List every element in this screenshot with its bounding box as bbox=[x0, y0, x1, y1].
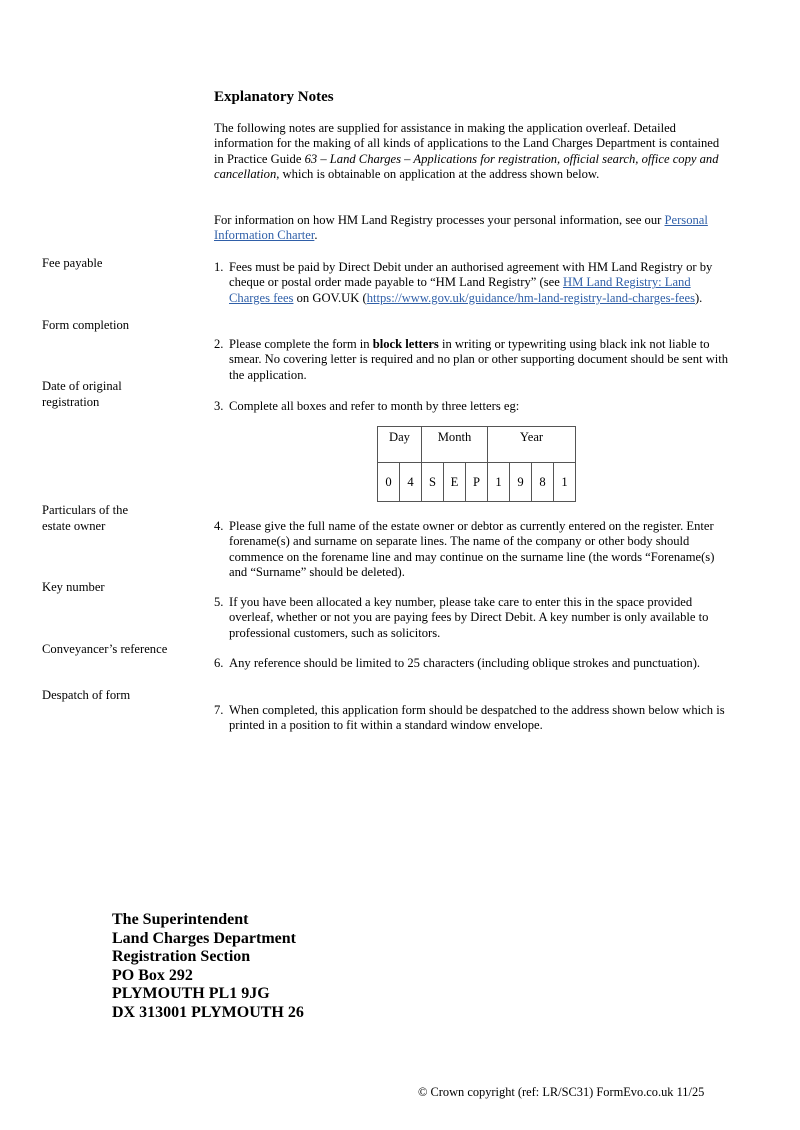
year-header: Year bbox=[488, 427, 576, 463]
year-digit-2: 9 bbox=[510, 463, 532, 502]
note-2-form-completion: 2. Please complete the form in block letters in writing or typewriting using black ink not liable to smear. No covering letter is required and no plan or other supporting document should be sent with the application. bbox=[214, 337, 729, 382]
privacy-paragraph: For information on how HM Land Registry processes your personal information, see our Personal Information Charter. bbox=[214, 213, 708, 243]
label-fee-payable: Fee payable bbox=[42, 256, 103, 270]
day-digit-1: 0 bbox=[378, 463, 400, 502]
address-line-6: DX 313001 PLYMOUTH 26 bbox=[112, 1003, 304, 1021]
month-header: Month bbox=[422, 427, 488, 463]
label-despatch-of-form: Despatch of form bbox=[42, 688, 131, 702]
note-4-estate-owner: 4. Please give the full name of the estate owner or debtor as currently entered on the register. Enter forename(s) and surname on separate lines. The name of the company or other body should commence on the forename line and may continue on the surname line (the words “Forename(s) and “Surname” should be deleted). bbox=[214, 519, 715, 580]
label-form-completion: Form completion bbox=[42, 318, 130, 332]
address-line-2: Land Charges Department bbox=[112, 929, 296, 947]
personal-information-charter-link[interactable]: Personal Information Charter bbox=[214, 213, 708, 243]
intro-paragraph: The following notes are supplied for assistance in making the application overleaf. Detailed information for the making of all kinds of applications to the Land Charges Department is contained in Practice Guide 63 – Land Charges – Applications for registration, official search, office copy and cancellation, which is obtainable on application at the address shown below. bbox=[214, 121, 720, 182]
day-digit-2: 4 bbox=[400, 463, 422, 502]
year-digit-4: 1 bbox=[554, 463, 576, 502]
label-date-of-original-registration: Date of original registration bbox=[42, 379, 122, 409]
note-7-despatch: 7. When completed, this application form should be despatched to the address shown below which is printed in a position to fit within a standard window envelope. bbox=[214, 703, 725, 733]
label-conveyancers-reference: Conveyancer’s reference bbox=[42, 642, 168, 656]
page-title: Explanatory Notes bbox=[214, 89, 334, 105]
note-3-date-format: 3. Complete all boxes and refer to month by three letters eg: bbox=[214, 399, 520, 413]
year-digit-1: 1 bbox=[488, 463, 510, 502]
day-header: Day bbox=[378, 427, 422, 463]
note-1-fee-payable: 1. Fees must be paid by Direct Debit under an authorised agreement with HM Land Registry or by cheque or postal order made payable to “HM Land Registry” (see HM Land Registry: Land Charges fees on GOV.UK (https://www.gov.uk/guidance/hm-land-registry-land-charges-fees). bbox=[214, 260, 713, 305]
date-example-table bbox=[377, 426, 576, 502]
address-line-3: Registration Section bbox=[112, 948, 251, 965]
address-line-1: The Superintendent bbox=[112, 911, 249, 928]
address-line-4: PO Box 292 bbox=[112, 966, 193, 984]
gov-uk-fees-url-link[interactable]: https://www.gov.uk/guidance/hm-land-registry-land-charges-fees bbox=[366, 290, 695, 305]
note-5-key-number: 5. If you have been allocated a key number, please take care to enter this in the space provided overleaf, whether or not you are paying fees by Direct Debit. A key number is only available to professional customers, such as solicitors. bbox=[214, 595, 709, 640]
label-key-number: Key number bbox=[42, 580, 105, 594]
month-letter-3: P bbox=[466, 463, 488, 502]
address-line-5: PLYMOUTH PL1 9JG bbox=[112, 985, 270, 1002]
land-charges-fees-link[interactable]: HM Land Registry: Land Charges fees bbox=[229, 275, 691, 305]
copyright-footer: © Crown copyright (ref: LR/SC31) FormEvo.co.uk 11/25 bbox=[418, 1085, 705, 1099]
despatch-address bbox=[112, 911, 304, 1022]
month-letter-1: S bbox=[422, 463, 444, 502]
note-6-reference: 6. Any reference should be limited to 25 characters (including oblique strokes and punctuation). bbox=[214, 656, 701, 670]
month-letter-2: E bbox=[444, 463, 466, 502]
year-digit-3: 8 bbox=[532, 463, 554, 502]
label-particulars-of-estate-owner: Particulars of the estate owner bbox=[42, 503, 129, 533]
